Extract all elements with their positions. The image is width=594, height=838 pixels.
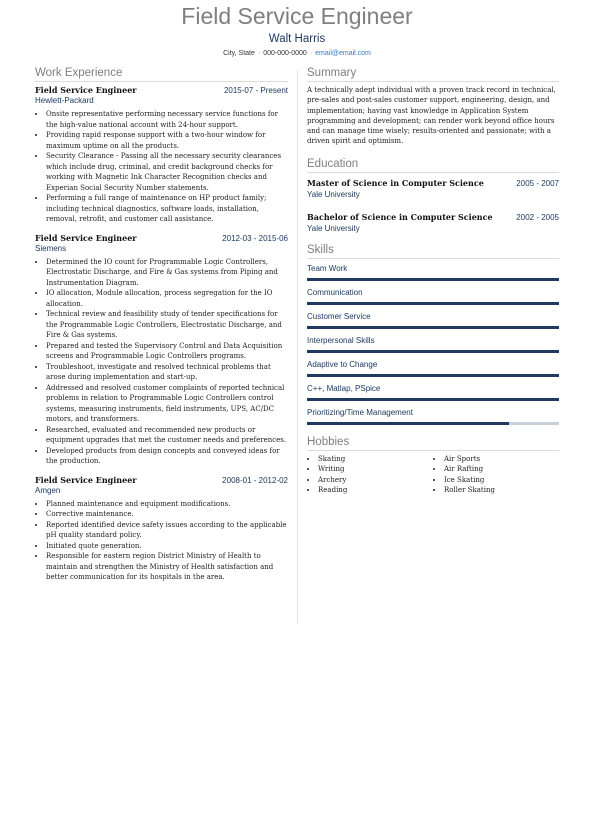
job-header (35, 85, 288, 95)
job-title: Field Service Engineer (35, 232, 137, 243)
school-name: Yale University (307, 223, 360, 233)
company-name: Siemens (35, 243, 67, 253)
resume-header (0, 0, 594, 59)
duty-list (35, 499, 288, 583)
skill-item (307, 407, 559, 425)
left-column (35, 66, 288, 591)
skill-level-bar (307, 326, 559, 329)
hobby-item: • Roller Skating (444, 485, 559, 496)
job-header (35, 233, 288, 243)
section-title-summary: Summary (307, 67, 357, 79)
contact-phone: 000-000-0000 (263, 50, 307, 57)
column-divider (297, 70, 298, 624)
education-section (307, 157, 559, 233)
education-date: 2002 - 2005 (516, 212, 559, 222)
contact-city: City, State (223, 50, 255, 57)
duty-item: • Onsite representative performing necessary service functions for the high-value national account with 24-hour support. (46, 109, 288, 130)
section-rule (35, 81, 288, 82)
skill-name: Customer Service (307, 311, 371, 321)
job-date: 2012-03 - 2015-06 (222, 233, 288, 243)
hobbies-list (307, 454, 559, 496)
skill-item (307, 335, 559, 353)
skill-name: C++, Matlap, PSpice (307, 383, 381, 393)
section-rule (307, 450, 559, 451)
company-name: Hewlett-Packard (35, 96, 94, 105)
hobbies-section (307, 435, 559, 496)
section-title-education: Education (307, 157, 359, 170)
education-date: 2005 - 2007 (516, 178, 559, 188)
job-entry (35, 233, 288, 467)
duty-list (35, 109, 288, 225)
contact-separator: · (257, 50, 261, 57)
skill-level-bar (307, 350, 559, 353)
skill-item (307, 311, 559, 329)
right-column (307, 66, 559, 506)
company-name: Amgen (35, 485, 61, 495)
duty-list (35, 257, 288, 467)
skill-level-fill (307, 350, 559, 353)
education-entry (307, 178, 559, 199)
skill-item (307, 383, 559, 401)
duty-item: • Initiated quote generation. (46, 541, 288, 552)
job-date: 2008-01 - 2012-02 (222, 475, 288, 485)
summary-text: A technically adept individual with a proven track record in technical, pre-sales and post-sales customer support, engineering, design, and implementation; having vast knowledge in Application System programming and development; can render work beyond office hours and can manage time wisely; results-oriented and passionate; with a driven spirit and optimism. (307, 86, 556, 146)
job-title: Field Service Engineer (35, 474, 137, 485)
hobby-item: • Archery (318, 475, 433, 486)
job-header (35, 475, 288, 485)
hobby-item: • Ice Skating (444, 475, 559, 486)
skill-name: Adaptive to Change (307, 359, 378, 369)
candidate-name: Walt Harris (268, 33, 326, 45)
skills-section (307, 243, 559, 425)
job-title: Field Service Engineer (35, 85, 137, 95)
skill-level-bar (307, 398, 559, 401)
skill-level-bar (307, 278, 559, 281)
education-entry (307, 212, 559, 233)
duty-item: • Reported identified device safety issues according to the applicable pH quality standard policy. (46, 520, 288, 541)
duty-item: • Corrective maintenance. (46, 509, 288, 520)
skill-level-fill (307, 326, 559, 329)
job-entry (35, 475, 288, 583)
degree-name: Bachelor of Science in Computer Science (307, 211, 493, 222)
duty-item: • Troubleshoot, investigate and resolved technical problems that arose during implementation and start-up. (46, 362, 288, 383)
degree-name: Master of Science in Computer Science (307, 177, 484, 188)
skill-level-fill (307, 278, 559, 281)
summary-section (307, 66, 559, 147)
duty-item: • Technical review and feasibility study of tender specifications for the Programmable Logic Controllers, Electrostatic Discharge, and Fire & Gas systems. (46, 309, 288, 341)
job-entry (35, 85, 288, 225)
duty-item: • Planned maintenance and equipment modifications. (46, 499, 288, 510)
hobbies-column-right (433, 454, 559, 496)
education-list (307, 178, 559, 233)
section-rule (307, 172, 559, 173)
contact-separator: · (309, 50, 313, 57)
school-name: Yale University (307, 189, 360, 199)
section-rule (307, 258, 559, 259)
skill-name: Communication (307, 287, 363, 297)
section-title-hobbies: Hobbies (307, 435, 350, 448)
duty-item: • Addressed and resolved customer complaints of reported technical problems in relation to Programmable Logic Controllers control systems, measuring instruments, field instruments, UPS, AC/DC motors, and transformers. (46, 383, 288, 425)
skill-item (307, 287, 559, 305)
duty-item: • Responsible for eastern region District Ministry of Health to maintain and strengthen the Ministry of Health satisfaction and better communication for its hospitals in the area. (46, 551, 288, 583)
skill-name: Interpersonal Skills (307, 335, 375, 345)
hobby-item: • Air Rafting (444, 464, 559, 475)
skill-name: Team Work (307, 263, 348, 273)
hobby-item: • Air Sports (444, 454, 559, 465)
duty-item: • Determined the IO count for Programmable Logic Controllers, Electrostatic Discharge, and Fire & Gas systems from Piping and Instrumentation Diagram. (46, 257, 288, 289)
skill-level-fill (307, 398, 559, 401)
job-list (35, 85, 288, 583)
hobby-item: • Reading (318, 485, 433, 496)
duty-item: • Performing a full range of maintenance on HP product family; including technical diagnostics, software loads, installation, removal, retrofit, and customer call assistance. (46, 193, 288, 225)
hobbies-column-left (307, 454, 433, 496)
skill-level-bar (307, 302, 559, 305)
skill-name: Prioritizing/Time Management (307, 407, 413, 417)
hobby-item: • Writing (318, 464, 433, 475)
duty-item: • Prepared and tested the Supervisory Control and Data Acquisition screens and Programmable Logic Controllers programs. (46, 341, 288, 362)
section-title-work: Work Experience (35, 67, 123, 79)
skill-level-bar (307, 374, 559, 377)
duty-item: • IO allocation, Module allocation, process segregation for the IO allocation. (46, 288, 288, 309)
contact-email-link[interactable]: email@email.com (315, 50, 371, 57)
section-rule (307, 81, 559, 82)
section-title-skills: Skills (307, 243, 334, 256)
duty-item: • Developed products from design concepts and conveyed ideas for the production. (46, 446, 288, 467)
hobby-item: • Skating (318, 454, 433, 465)
skill-level-bar (307, 422, 559, 425)
duty-item: • Providing rapid response support with a two-hour window for maximum uptime on all the products. (46, 130, 288, 151)
contact-line (0, 49, 594, 59)
skill-level-fill (307, 422, 509, 425)
duty-item: • Researched, evaluated and recommended new products or equipment upgrades that met the customer needs and preferences. (46, 425, 288, 446)
skills-list (307, 263, 559, 425)
skill-level-fill (307, 302, 559, 305)
skill-level-fill (307, 374, 559, 377)
education-header (307, 178, 559, 188)
page-title: Field Service Engineer (181, 3, 413, 29)
skill-item (307, 359, 559, 377)
job-date: 2015-07 - Present (223, 86, 288, 95)
duty-item: • Security Clearance - Passing all the necessary security clearances which include drug, criminal, and credit background checks for working with Magnetic Ink Character Recognition checks and Experian Social Security Number statements. (46, 151, 288, 193)
skill-item (307, 263, 559, 281)
education-header (307, 212, 559, 222)
